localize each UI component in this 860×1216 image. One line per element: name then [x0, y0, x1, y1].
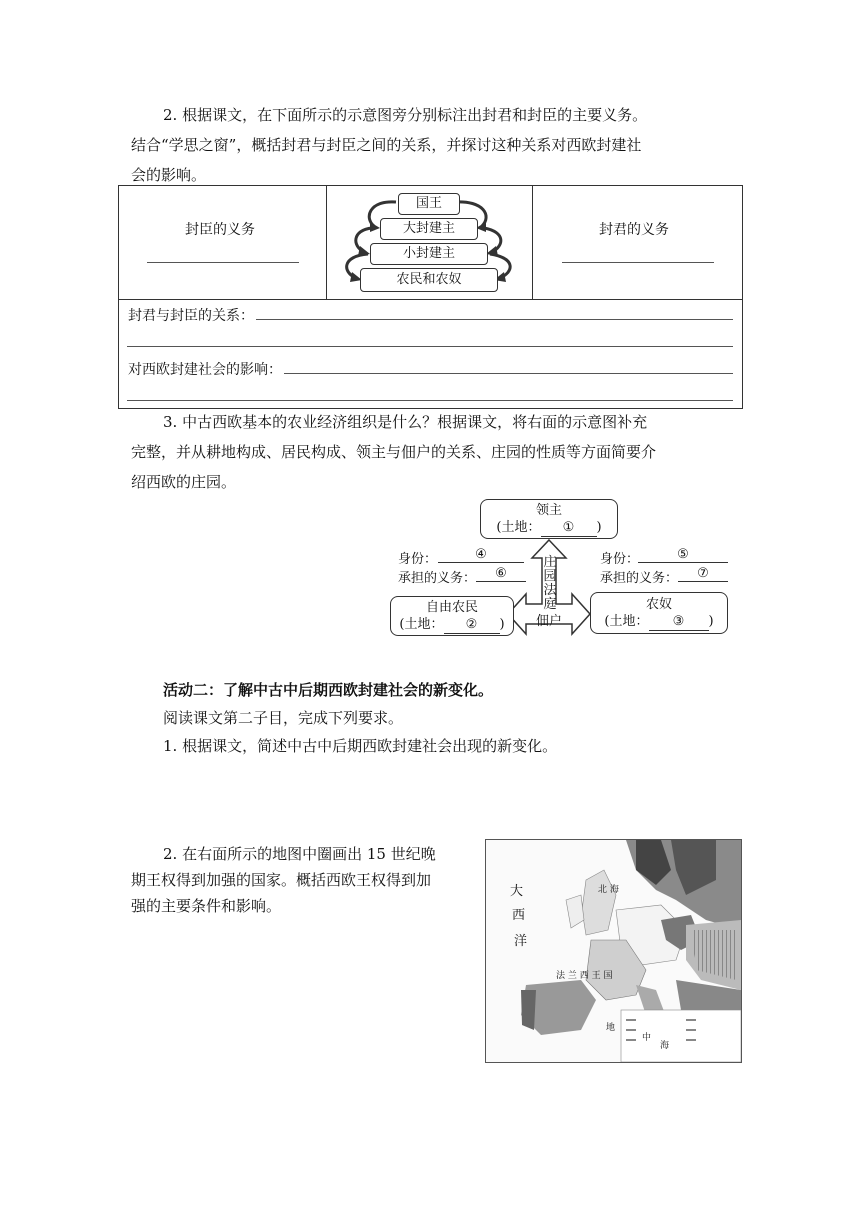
map-label: 北 海 — [598, 885, 619, 895]
blank-7[interactable]: ⑦ — [678, 566, 728, 582]
free-land-label: (土地： — [399, 617, 444, 632]
q3-line1: 3. 中古西欧基本的农业经济组织是什么？根据课文，将右面的示意图补充 — [163, 413, 648, 431]
table-divider — [118, 299, 742, 300]
q2-line3: 会的影响。 — [131, 166, 207, 184]
table-divider — [532, 185, 533, 299]
pyramid-lesser-lord: 小封建主 — [370, 243, 488, 265]
q2-line2: 结合“学思之窗”，概括封君与封臣之间的关系，并探讨这种关系对西欧封建社 — [131, 136, 642, 154]
map-label: 法 兰 西 王 国 — [556, 971, 613, 981]
activity2-instruction: 阅读课文第二子目，完成下列要求。 — [163, 709, 404, 727]
blank-6[interactable]: ⑥ — [476, 566, 526, 582]
activity2-q1: 1. 根据课文，简述中古中后期西欧封建社会出现的新变化。 — [163, 737, 558, 755]
free-farmer-label: 自由农民 — [425, 600, 478, 615]
pyramid-great-lord: 大封建主 — [380, 218, 478, 240]
close-paren: ) — [499, 617, 505, 632]
q3-line3: 绍西欧的庄园。 — [131, 473, 237, 491]
lord-duty-label: 封君的义务 — [599, 222, 669, 238]
europe-map[interactable] — [485, 839, 742, 1063]
influence-label: 对西欧封建社会的影响： — [128, 362, 282, 378]
map-label: 西 — [512, 908, 526, 923]
duty-left-label: 承担的义务： — [398, 571, 477, 586]
court-char: 园 — [543, 569, 557, 584]
pyramid-king: 国王 — [398, 193, 460, 215]
activity2-title: 活动二：了解中古中后期西欧封建社会的新变化。 — [163, 681, 494, 699]
map-label: 海 — [660, 1041, 670, 1051]
serf-land-label: (土地： — [604, 614, 649, 629]
map-label: 地 — [606, 1023, 616, 1033]
tenant-label: 佃户 — [536, 614, 563, 629]
lord-land-label: (土地： — [496, 520, 541, 535]
lord-box — [480, 499, 618, 539]
lord-duty-blank[interactable] — [562, 262, 714, 263]
relation-label: 封君与封臣的关系： — [128, 308, 254, 324]
q2-line1: 2. 根据课文，在下面所示的示意图旁分别标注出封君和封臣的主要义务。 — [163, 106, 648, 124]
activity2-q2-line2: 期王权得到加强的国家。概括西欧王权得到加 — [131, 871, 432, 889]
court-char: 庭 — [543, 597, 557, 612]
map-label: 大 — [510, 884, 524, 899]
blank-5[interactable]: ⑤ — [638, 547, 728, 563]
activity2-q2-line1: 2. 在右面所示的地图中圈画出 15 世纪晚 — [163, 845, 436, 863]
identity-left-label: 身份： — [398, 552, 438, 567]
influence-blank[interactable] — [284, 373, 733, 374]
pyramid-peasants: 农民和农奴 — [360, 268, 498, 292]
q3-line2: 完整，并从耕地构成、居民构成、领主与佃户的关系、庄园的性质等方面简要介 — [131, 443, 657, 461]
court-char: 庄 — [543, 555, 557, 570]
blank-4[interactable]: ④ — [438, 547, 524, 563]
activity2-q2-line3: 强的主要条件和影响。 — [131, 897, 282, 915]
map-label: 洋 — [514, 934, 528, 949]
duty-right-label: 承担的义务： — [600, 571, 679, 586]
free-farmer-box — [390, 596, 514, 636]
close-paren: ) — [596, 520, 602, 535]
vassal-duty-label: 封臣的义务 — [185, 222, 255, 238]
relation-blank-2[interactable] — [127, 346, 733, 347]
serf-box — [590, 592, 728, 634]
relation-blank[interactable] — [256, 319, 733, 320]
serf-label: 农奴 — [645, 597, 672, 612]
blank-1[interactable]: ① — [541, 520, 597, 537]
lord-label: 领主 — [535, 503, 562, 518]
manor-court-label — [542, 556, 558, 612]
vassal-duty-blank[interactable] — [147, 262, 299, 263]
table-divider — [326, 185, 327, 299]
blank-3[interactable]: ③ — [649, 614, 709, 631]
court-char: 法 — [543, 583, 557, 598]
blank-2[interactable]: ② — [444, 617, 500, 634]
identity-right-label: 身份： — [600, 552, 640, 567]
map-label: 中 — [642, 1033, 652, 1043]
close-paren: ) — [708, 614, 714, 629]
influence-blank-2[interactable] — [127, 400, 733, 401]
